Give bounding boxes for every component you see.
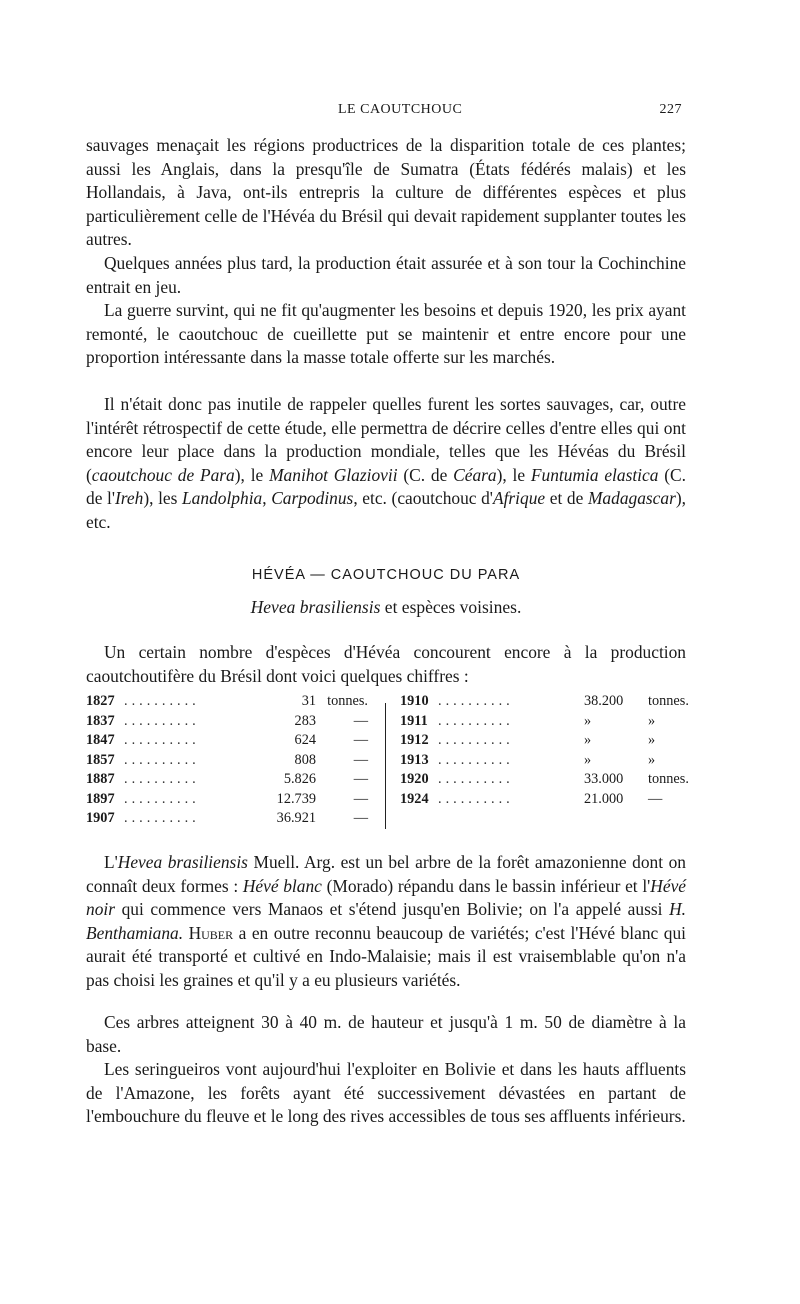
paragraph-2: Quelques années plus tard, la production était assurée et à son tour la Cochinchine entrait en jeu. — [86, 253, 686, 297]
table-row: 1847 .......... 624 — — [86, 732, 368, 748]
paragraph-4: Il n'était donc pas inutile de rappeler quelles furent les sortes sauvages, car, outre l'intérêt rétrospectif de cette étude, elle permettra de décrire celles d'entre elles qui ont encore leur place dans la production mondiale, telles que les Hévéas du Brésil (caoutchouc de Para), le Manihot Glaziovii (C. de Céara), le Funtumia elastica (C. de l'Ireh), les Landolphia, Carpodinus, etc. (caoutchouc d'Afrique et de Madagascar), etc. — [86, 394, 686, 532]
table-row: 1910 .......... 38.200 tonnes. — [400, 693, 689, 709]
table-row: 1913 .......... » » — [400, 751, 656, 768]
table-row: 1920 .......... 33.000 tonnes. — [400, 771, 689, 787]
table-row: 1857 .......... 808 — — [86, 751, 368, 768]
paragraph-3: La guerre survint, qui ne fit qu'augmenter les besoins et depuis 1920, les prix ayant remonté, le caoutchouc de cueillette put se maintenir et entre encore pour une proportion intéressante dans la masse totale offerte sur les marchés. — [86, 300, 686, 367]
table-row: 1912 .......... » » — [400, 732, 656, 748]
section-subtitle: Hevea brasiliensis et espèces voisines. — [250, 597, 522, 617]
paragraph-8: Les seringueiros vont aujourd'hui l'exploiter en Bolivie et dans les hauts affluents de l'Amazone, les forêts ayant été successivement dévastées en partant de l'embouchure du fleuve et le long des rives accessibles de tous ses affluents inférieurs. — [86, 1059, 686, 1126]
table-divider — [385, 703, 386, 829]
running-header — [86, 102, 686, 122]
table-row: 1837 .......... 283 — — [86, 712, 368, 729]
paragraph-5: Un certain nombre d'espèces d'Hévéa concourent encore à la production caoutchoutifère du Brésil dont voici quelques chiffres : — [86, 642, 686, 686]
table-row: 1887 .......... 5.826 — — [86, 771, 368, 787]
production-table — [86, 693, 689, 833]
table-left-column — [86, 693, 368, 830]
paragraph-7: Ces arbres atteignent 30 à 40 m. de hauteur et jusqu'à 1 m. 50 de diamètre à la base. — [86, 1012, 686, 1056]
table-row: 1827 .......... 31 tonnes. — [86, 693, 368, 709]
table-row: 1911 .......... » » — [400, 712, 656, 729]
paragraph-6: L'Hevea brasiliensis Muell. Arg. est un bel arbre de la forêt amazonienne dont on connaît deux formes : Hévé blanc (Morado) répandu dans le bassin inférieur et l'Hévé noir qui commence vers Manaos et s'étend jusqu'en Bolivie; on l'a appelé aussi H. Benthamiana. Huber a en outre reconnu beaucoup de variétés; c'est l'Hévé blanc qui aurait été transporté et cultivé en Indo-Malaisie; mais il est vraisemblable qu'on n'a pas choisi les graines et qu'il y a eu plusieurs variétés. — [86, 852, 687, 990]
page-number: 227 — [659, 102, 682, 117]
table-row: 1907 .......... 36.921 — — [86, 810, 368, 826]
table-row: 1897 .......... 12.739 — — [86, 790, 368, 807]
section-title: HÉVÉA — CAOUTCHOUC DU PARA — [251, 567, 521, 583]
table-right-column — [400, 693, 689, 810]
paragraph-1: sauvages menaçait les régions productrices de la disparition totale de ces plantes; aussi les Anglais, dans la presqu'île de Sumatra (États fédérés malais) et les Hollandais, à Java, ont-ils entrepris la culture de différentes espèces et plus particulièrement celle de l'Hévéa du Brésil qui devait rapidement supplanter toutes les autres. — [86, 135, 686, 249]
species-name: Hevea brasiliensis — [250, 597, 381, 617]
table-row: 1924 .......... 21.000 — — [400, 790, 663, 807]
running-title: LE CAOUTCHOUC — [338, 102, 463, 117]
